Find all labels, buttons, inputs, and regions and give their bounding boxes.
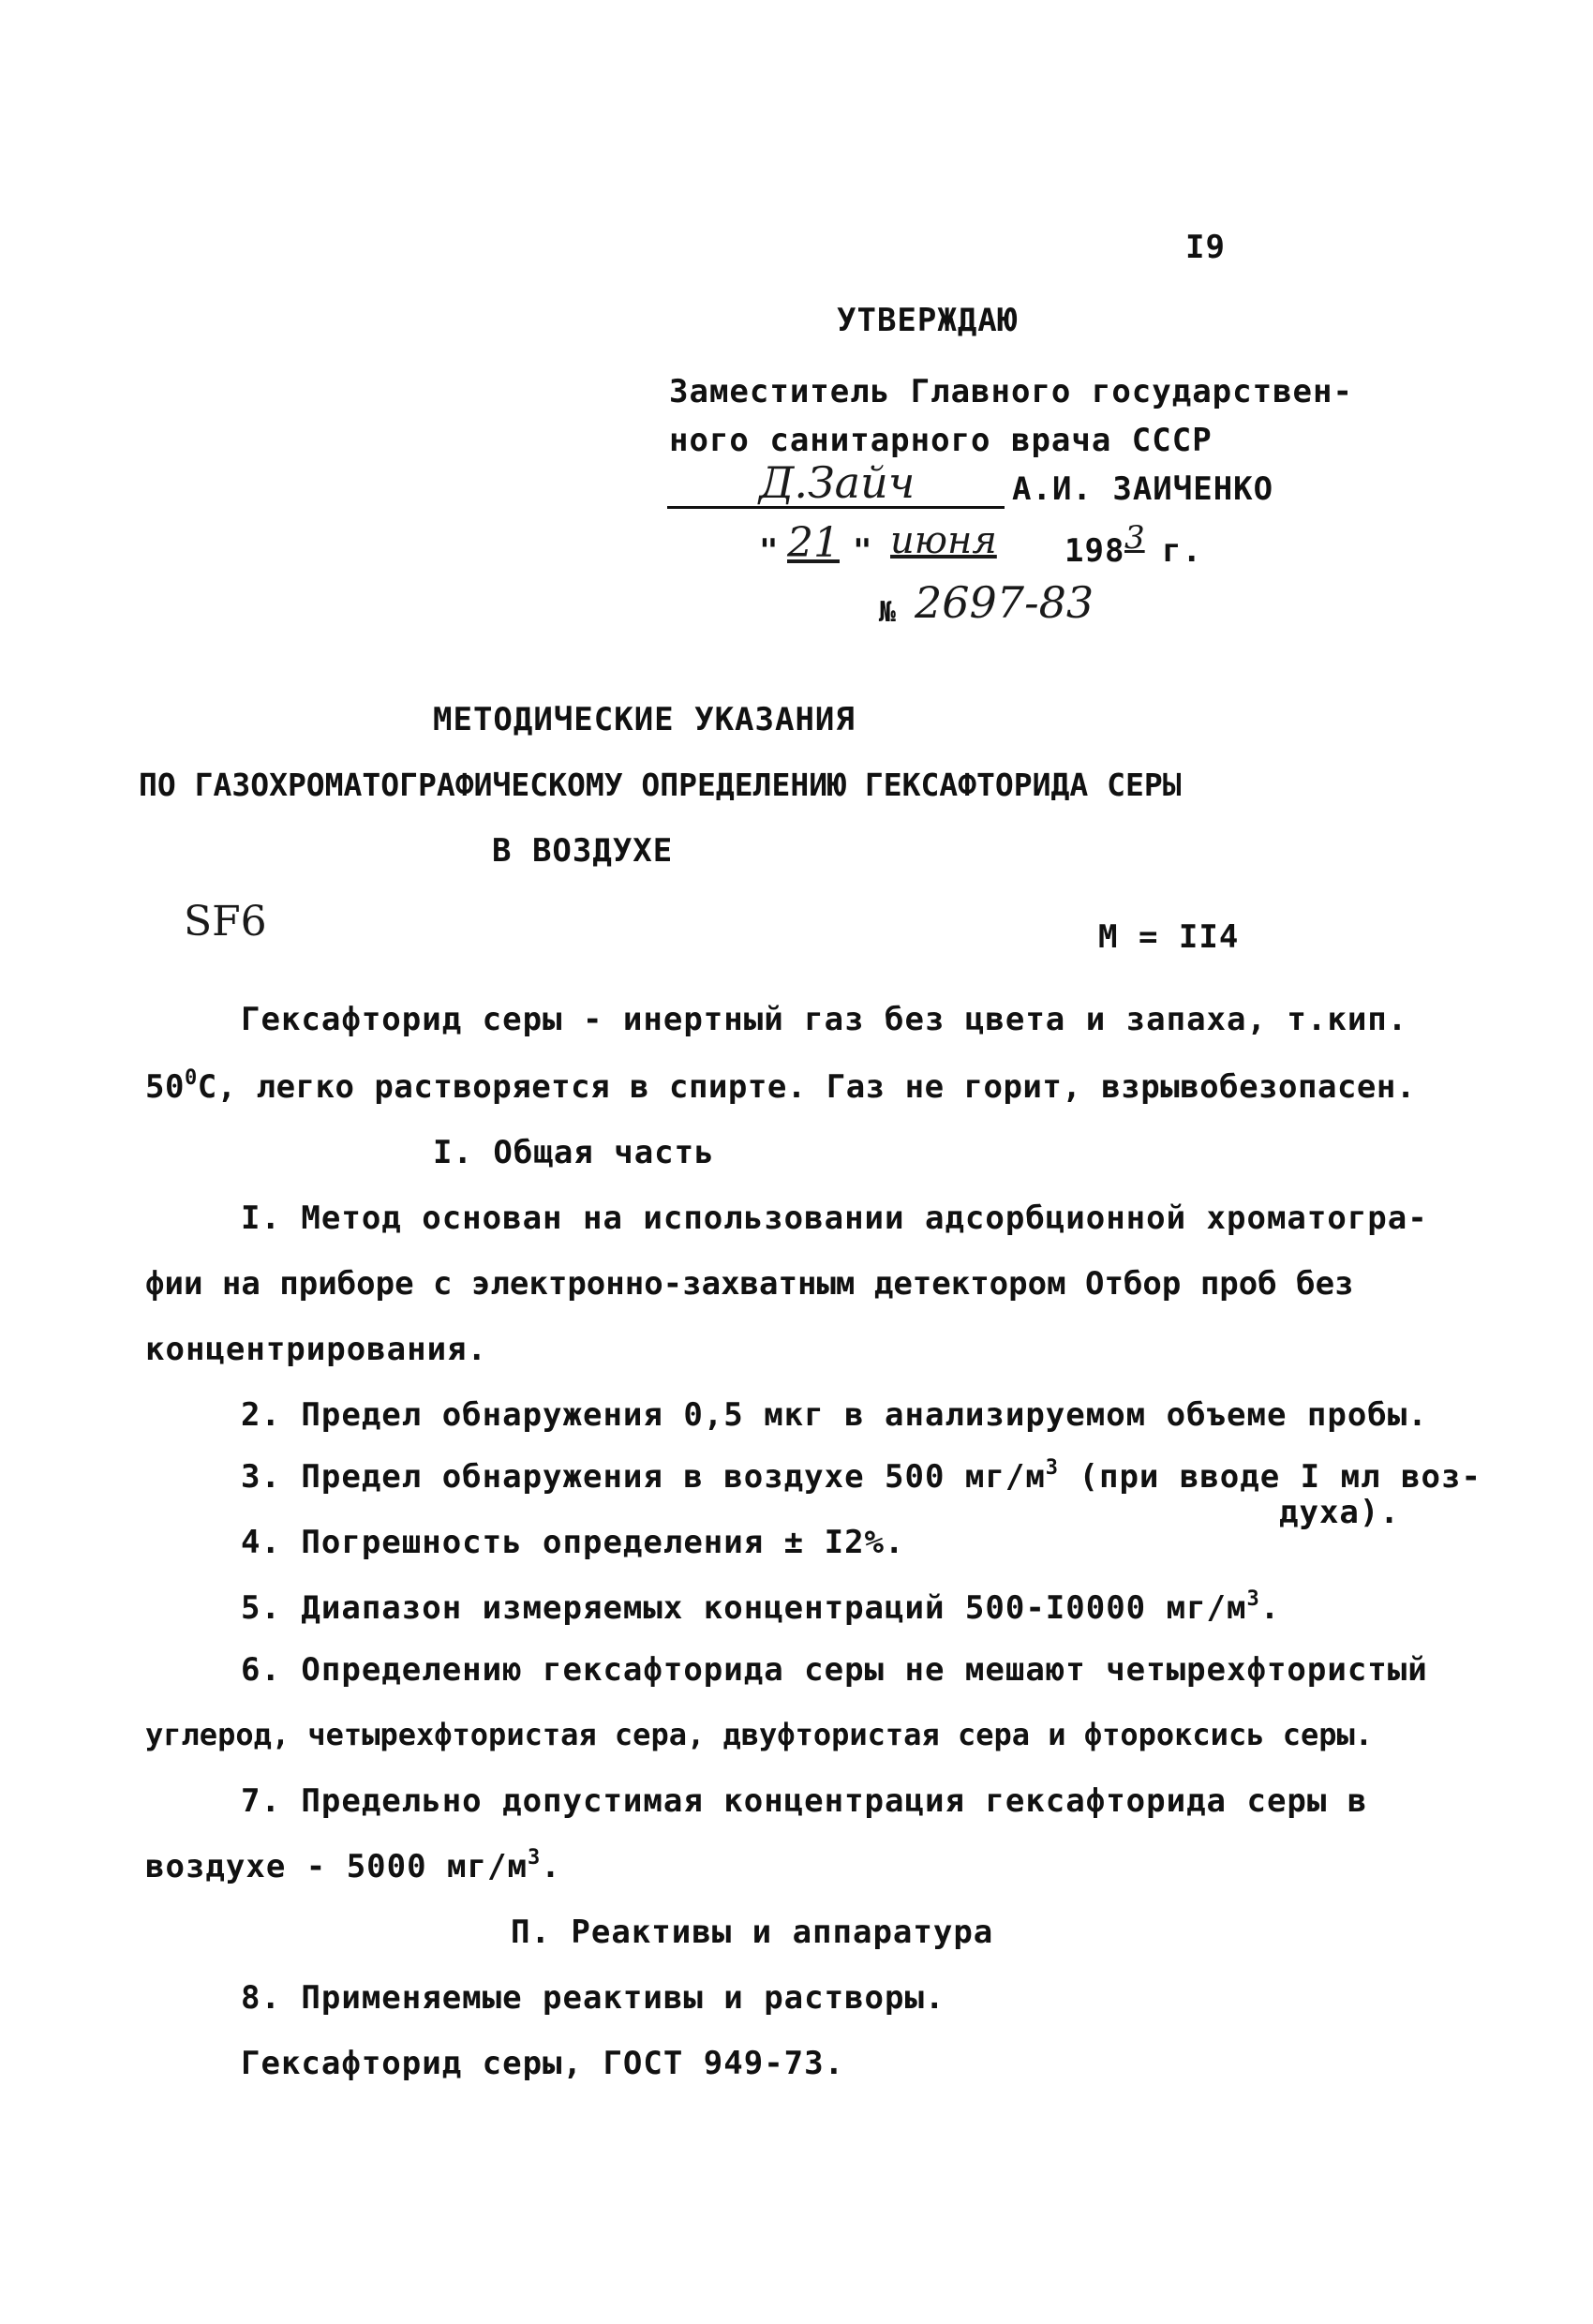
paragraph-3-end: (при вводе I мл воз- <box>1059 1458 1481 1496</box>
paragraph-8-item: Гексафторид серы, ГОСТ 949-73. <box>241 2045 845 2082</box>
paragraph-3-continuation: духа). <box>1279 1494 1400 1531</box>
paragraph-1-line-3: концентрирования. <box>145 1331 487 1368</box>
paragraph-3-start: 3. Предел обнаружения в воздухе 500 мг/м <box>241 1458 1046 1496</box>
paragraph-1-line-1: I. Метод основан на использовании адсорбционной хроматогра- <box>241 1199 1428 1237</box>
paragraph-5-start: 5. Диапазон измеряемых концентраций 500-I0000 мг/м <box>241 1589 1247 1627</box>
paragraph-7-line-2 <box>145 1848 561 1885</box>
intro-degree: 0 <box>184 1066 198 1090</box>
document-title-line-3: В ВОЗДУХЕ <box>492 832 674 870</box>
approval-line-2: ного санитарного врача СССР <box>669 422 1213 459</box>
paragraph-6-line-2: углерод, четырехфтористая сера, двуфтористая сера и фтороксись серы. <box>145 1717 1374 1752</box>
approval-number <box>879 577 1094 629</box>
number-sign: № <box>879 596 898 629</box>
paragraph-7-line-2-end: . <box>541 1848 561 1885</box>
document-title-line-2: ПО ГАЗОХРОМАТОГРАФИЧЕСКОМУ ОПРЕДЕЛЕНИЮ ГЕКСАФТОРИДА СЕРЫ <box>139 767 1182 803</box>
paragraph-3-exponent: 3 <box>1045 1456 1060 1480</box>
paragraph-5-exponent: 3 <box>1246 1587 1260 1611</box>
molar-mass: М = II4 <box>1098 918 1240 956</box>
approval-date <box>759 519 1202 570</box>
paragraph-5-end: . <box>1259 1589 1281 1627</box>
section-1-heading: I. Общая часть <box>433 1134 715 1171</box>
approval-line-1: Заместитель Главного государствен- <box>669 373 1353 410</box>
approval-signatory: А.И. ЗАИЧЕНКО <box>1012 470 1274 508</box>
date-open-quote: " <box>759 532 780 570</box>
intro-line-2-end: С, легко растворяется в спирте. Газ не горит, взрывобезопасен. <box>197 1068 1416 1106</box>
intro-line-2-start: 50 <box>145 1068 185 1106</box>
paragraph-1-line-2: фии на приборе с электронно-захватным детектором Отбор проб без <box>145 1265 1354 1303</box>
date-close-quote: " <box>853 532 873 570</box>
chemical-formula: SF6 <box>184 898 267 946</box>
handwritten-signature: Д.Зайч <box>759 457 916 508</box>
date-year-prefix: 198 <box>1064 532 1125 570</box>
paragraph-7-line-2-start: воздухе - 5000 мг/м <box>145 1848 528 1885</box>
date-day: 21 <box>787 519 840 567</box>
date-year-digit: 3 <box>1124 519 1145 557</box>
section-2-heading: П. Реактивы и аппаратура <box>511 1914 994 1951</box>
intro-line-2 <box>145 1068 1416 1106</box>
paragraph-7-exponent: 3 <box>527 1846 542 1870</box>
approval-heading: УТВЕРЖДАЮ <box>837 302 1019 339</box>
date-suffix: г. <box>1162 532 1202 570</box>
document-title-line-1: МЕТОДИЧЕСКИЕ УКАЗАНИЯ <box>433 701 856 738</box>
paragraph-7-line-1: 7. Предельно допустимая концентрация гексафторида серы в <box>241 1782 1368 1820</box>
page-number: I9 <box>1185 229 1226 266</box>
paragraph-2: 2. Предел обнаружения 0,5 мкг в анализируемом объеме пробы. <box>241 1396 1428 1434</box>
intro-line-1: Гексафторид серы - инертный газ без цвета и запаха, т.кип. <box>241 1001 1408 1038</box>
paragraph-6-line-1: 6. Определению гексафторида серы не мешают четырехфтористый <box>241 1651 1428 1689</box>
number-value: 2697-83 <box>915 577 1094 628</box>
paragraph-8: 8. Применяемые реактивы и растворы. <box>241 1979 945 2017</box>
paragraph-5 <box>241 1589 1280 1627</box>
date-month: июня <box>890 519 997 562</box>
paragraph-3 <box>241 1458 1481 1496</box>
paragraph-4: 4. Погрешность определения ± I2%. <box>241 1524 905 1561</box>
